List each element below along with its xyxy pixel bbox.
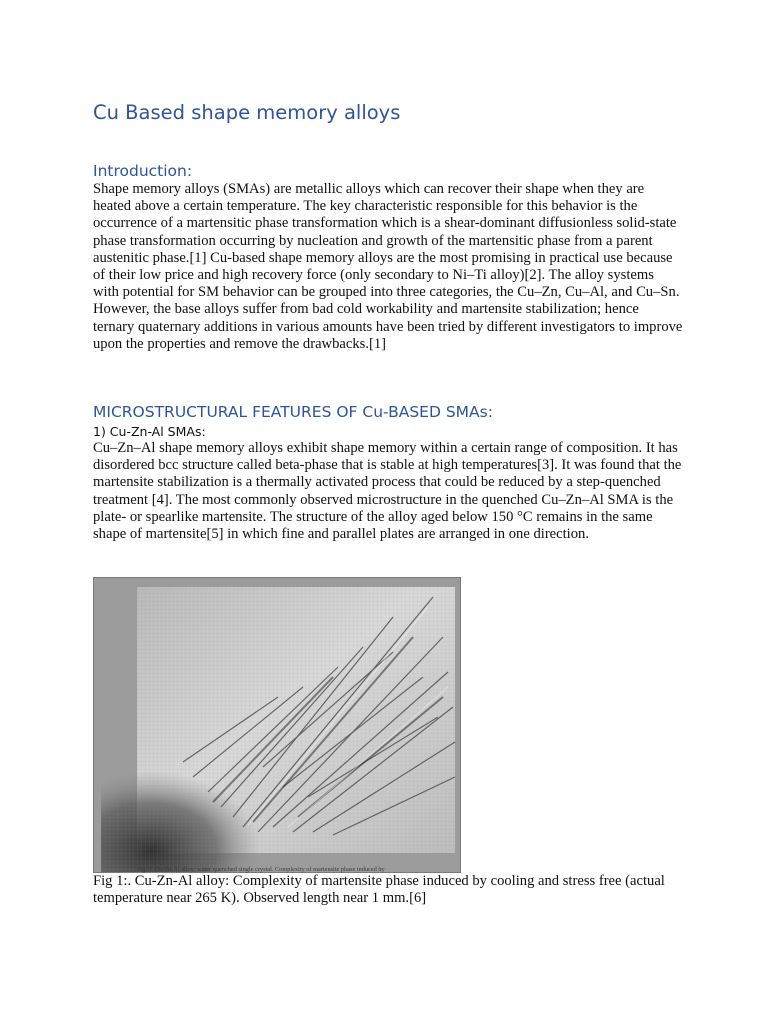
micrograph-image bbox=[93, 577, 461, 873]
figure-caption: Fig 1:. Cu-Zn-Al alloy: Complexity of martensite phase induced by cooling and stress free (actual temperature near 265 K). Observed length near 1 mm.[6] bbox=[93, 873, 665, 907]
section-heading-microstructural: MICROSTRUCTURAL FEATURES OF Cu-BASED SMAs: bbox=[93, 403, 493, 421]
section-heading-introduction: Introduction: bbox=[93, 162, 193, 180]
micrograph-inner-caption: Fig. 1. Cu-Zn-Al alloy: water quenched single crystal. Complexity of martensite phase induced by bbox=[137, 866, 385, 873]
micrograph-figure bbox=[93, 577, 461, 873]
document-title: Cu Based shape memory alloys bbox=[93, 101, 401, 124]
cu-zn-al-paragraph: Cu–Zn–Al shape memory alloys exhibit shape memory within a certain range of composition. It has disordered bcc structure called beta-phase that is stable at high temperatures[3]. It was found that the martensite stabilization is a thermally activated process that could be reduced by a step-quenched treatment [4]. The most commonly observed microstructure in the quenched Cu–Zn–Al SMA is the plate- or spearlike martensite. The structure of the alloy aged below 150 °C remains in the same shape of martensite[5] in which fine and parallel plates are arranged in one direction. bbox=[93, 440, 682, 543]
introduction-paragraph: Shape memory alloys (SMAs) are metallic alloys which can recover their shape when they are heated above a certain temperature. The key characteristic responsible for this behavior is the occurrence of a martensitic phase transformation which is a shear-dominant diffusionless solid-state phase transformation occurring by nucleation and growth of the martensitic phase from a parent austenitic phase.[1] Cu-based shape memory alloys are the most promising in practical use because of their low price and high recovery force (only secondary to Ni–Ti alloy)[2]. The alloy systems with potential for SM behavior can be grouped into three categories, the Cu–Zn, Cu–Al, and Cu–Sn. However, the base alloys suffer from bad cold workability and martensite stabilization; hence ternary quaternary additions in various amounts have been tried by different investigators to improve upon the properties and remove the drawbacks.[1] bbox=[93, 181, 683, 352]
subsection-heading-cu-zn-al: 1) Cu-Zn-Al SMAs: bbox=[93, 424, 206, 439]
